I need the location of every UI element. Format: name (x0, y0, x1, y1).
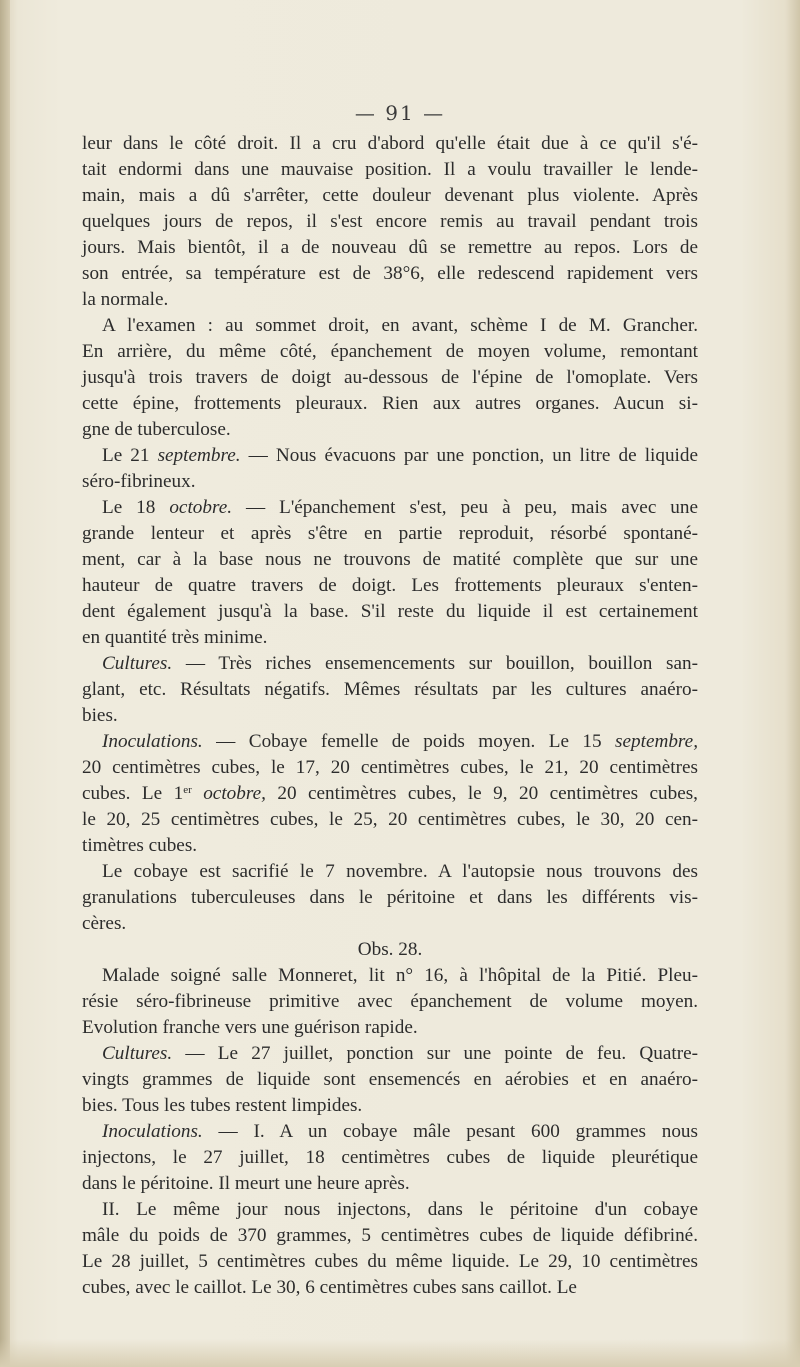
line-text: cères. (82, 913, 127, 934)
line-text: bies. (82, 705, 118, 726)
line-text: Le 28 juillet, 5 centimètres cubes du même liquide. Le 29, 10 centimètres (82, 1251, 698, 1272)
line-text: leur dans le côté droit. Il a cru d'abord qu'elle était due à ce qu'il s'é- (82, 133, 698, 154)
line-text: quelques jours de repos, il s'est encore remis au travail pendant trois (82, 211, 698, 232)
text-line (82, 755, 698, 781)
italic-text: Cultures. (102, 1043, 173, 1064)
line-text: dans le péritoine. Il meurt une heure après. (82, 1173, 410, 1194)
page-spine-shadow (0, 0, 10, 1367)
text-line (82, 677, 698, 703)
line-text: bies. Tous les tubes restent limpides. (82, 1095, 363, 1116)
text-line (82, 1015, 698, 1041)
text-line (82, 131, 698, 157)
line-text: granulations tuberculeuses dans le péritoine et dans les différents vis- (82, 887, 698, 908)
text-line (82, 209, 698, 235)
line-text: Obs. 28. (357, 939, 423, 960)
line-text: Malade soigné salle Monneret, lit n° 16, à l'hôpital de la Pitié. Pleu- (102, 965, 698, 986)
italic-text: Inoculations. (102, 1121, 203, 1142)
line-text: 20 centimètres cubes, le 9, 20 centimètres cubes, (265, 783, 698, 804)
text-line (82, 703, 698, 729)
text-line (82, 807, 698, 833)
text-line (82, 1041, 698, 1067)
line-text: résie séro-fibrineuse primitive avec épanchement de volume moyen. (82, 991, 698, 1012)
text-line (82, 1067, 698, 1093)
text-line (82, 1093, 698, 1119)
line-text: tait endormi dans une mauvaise position. Il a voulu travailler le lende- (82, 159, 698, 180)
text-line (82, 443, 698, 469)
line-text: main, mais a dû s'arrêter, cette douleur devenant plus violente. Après (82, 185, 698, 206)
text-line (82, 1119, 698, 1145)
line-text: — Nous évacuons par une ponction, un litre de liquide (240, 445, 698, 466)
line-text: dent également jusqu'à la base. S'il reste du liquide il est certainement (82, 601, 698, 622)
text-line (82, 547, 698, 573)
text-line (82, 1171, 698, 1197)
text-line (82, 391, 698, 417)
text-line (82, 157, 698, 183)
text-line (82, 1223, 698, 1249)
line-text: séro-fibrineux. (82, 471, 196, 492)
line-text: glant, etc. Résultats négatifs. Mêmes résultats par les cultures anaéro- (82, 679, 698, 700)
line-text: cubes. Le 1 (82, 783, 184, 804)
text-line (82, 261, 698, 287)
line-text: jours. Mais bientôt, il a de nouveau dû se remettre au repos. Lors de (82, 237, 698, 258)
line-text: ment, car à la base nous ne trouvons de matité complète que sur une (82, 549, 698, 570)
italic-text: septembre, (615, 731, 698, 752)
italic-text: Cultures. (102, 653, 173, 674)
text-line (82, 625, 698, 651)
text-line (82, 729, 698, 755)
line-text: A l'examen : au sommet droit, en avant, schème I de M. Grancher. (102, 315, 698, 336)
text-line (82, 417, 698, 443)
line-text: en quantité très minime. (82, 627, 268, 648)
text-line (82, 183, 698, 209)
line-text: Evolution franche vers une guérison rapide. (82, 1017, 418, 1038)
text-line (82, 365, 698, 391)
line-text: Le cobaye est sacrifié le 7 novembre. A l'autopsie nous trouvons des (102, 861, 698, 882)
text-line (82, 1145, 698, 1171)
text-line (82, 1249, 698, 1275)
line-text: timètres cubes. (82, 835, 198, 856)
line-text: grande lenteur et après s'être en partie reproduit, résorbé spontané- (82, 523, 698, 544)
line-text: — Très riches ensemencements sur bouillon, bouillon san- (172, 653, 698, 674)
line-text: injectons, le 27 juillet, 18 centimètres cubes de liquide pleurétique (82, 1147, 698, 1168)
text-line (82, 521, 698, 547)
body-text (82, 131, 698, 1301)
line-text: mâle du poids de 370 grammes, 5 centimètres cubes de liquide défibriné. (82, 1225, 698, 1246)
text-line (82, 235, 698, 261)
text-line (82, 885, 698, 911)
line-text: vingts grammes de liquide sont ensemencés en aérobies et en anaéro- (82, 1069, 698, 1090)
italic-text: Inoculations. (102, 731, 203, 752)
italic-text: octobre, (191, 783, 266, 804)
text-line (82, 469, 698, 495)
text-line (82, 573, 698, 599)
text-line (82, 859, 698, 885)
line-text: le 20, 25 centimètres cubes, le 25, 20 centimètres cubes, le 30, 20 cen- (82, 809, 698, 830)
text-line (82, 1197, 698, 1223)
text-line (82, 911, 698, 937)
line-text: cette épine, frottements pleuraux. Rien aux autres organes. Aucun si- (82, 393, 698, 414)
line-text: — L'épanchement s'est, peu à peu, mais avec une (232, 497, 698, 518)
text-line (82, 833, 698, 859)
line-text: — Le 27 juillet, ponction sur une pointe de feu. Quatre- (172, 1043, 698, 1064)
text-line (82, 1275, 698, 1301)
text-line (82, 599, 698, 625)
line-text: Le 21 (102, 445, 158, 466)
line-text: II. Le même jour nous injectons, dans le péritoine d'un cobaye (102, 1199, 698, 1220)
line-text: Le 18 (102, 497, 170, 518)
line-text: jusqu'à trois travers de doigt au-dessous de l'épine de l'omoplate. Vers (82, 367, 698, 388)
page-number: — 91 — (354, 101, 446, 125)
text-line (82, 313, 698, 339)
line-text: hauteur de quatre travers de doigt. Les frottements pleuraux s'enten- (82, 575, 698, 596)
line-text: son entrée, sa température est de 38°6, elle redescend rapidement vers (82, 263, 698, 284)
text-line (82, 963, 698, 989)
text-line (82, 937, 698, 963)
italic-text: octobre. (169, 497, 233, 518)
line-text: gne de tuberculose. (82, 419, 231, 440)
text-line (82, 651, 698, 677)
line-text: 20 centimètres cubes, le 17, 20 centimètres cubes, le 21, 20 centimètres (82, 757, 698, 778)
text-line (82, 781, 698, 807)
text-line (82, 495, 698, 521)
line-text: la normale. (82, 289, 169, 310)
text-line (82, 989, 698, 1015)
line-text: cubes, avec le caillot. Le 30, 6 centimètres cubes sans caillot. Le (82, 1277, 577, 1298)
line-text: — I. A un cobaye mâle pesant 600 grammes nous (202, 1121, 698, 1142)
line-text: — Cobaye femelle de poids moyen. Le 15 (202, 731, 616, 752)
text-line (82, 287, 698, 313)
line-text: En arrière, du même côté, épanchement de moyen volume, remontant (82, 341, 698, 362)
text-line (82, 339, 698, 365)
page-bottom-edge (0, 1339, 800, 1367)
italic-text: septembre. (157, 445, 241, 466)
superscript: er (183, 784, 192, 796)
